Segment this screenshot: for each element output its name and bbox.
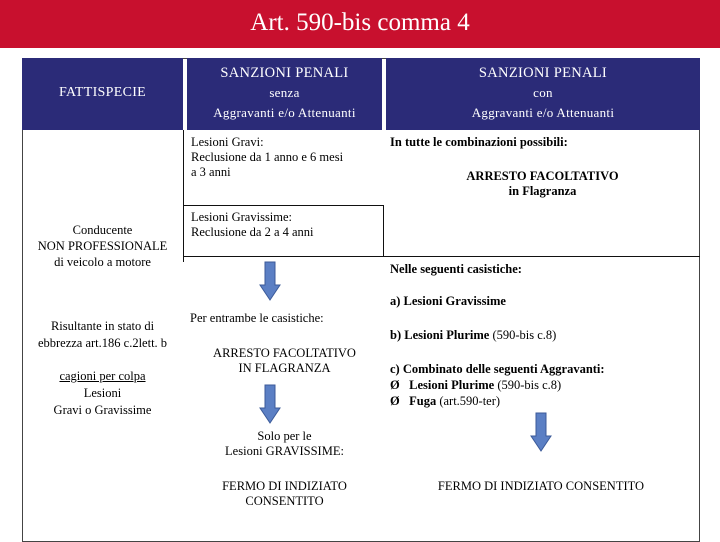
solo-block <box>187 429 382 459</box>
conducente-block <box>22 222 183 270</box>
con-arresto-line1: ARRESTO FACOLTATIVO <box>466 169 619 183</box>
item-c1-ref: (590-bis c.8) <box>494 378 562 392</box>
header-con <box>386 58 700 130</box>
solo-line1: Solo per le <box>257 429 312 443</box>
divider-col1 <box>183 130 184 262</box>
header-fattispecie <box>22 58 183 130</box>
gravi-line1: Reclusione da 1 anno e 6 mesi <box>191 150 344 164</box>
header-senza-line3: Aggravanti e/o Attenuanti <box>213 105 356 120</box>
senza-arresto-line2: IN FLAGRANZA <box>238 361 331 375</box>
senza-arresto-line1: ARRESTO FACOLTATIVO <box>213 346 356 360</box>
con-arresto-line2: in Flagranza <box>508 184 577 198</box>
senza-fermo-line1: FERMO DI INDIZIATO <box>222 479 347 493</box>
header-con-line3: Aggravanti e/o Attenuanti <box>471 105 615 120</box>
header-senza <box>187 58 382 130</box>
conducente-line3: di veicolo a motore <box>54 255 151 269</box>
header-senza-line2: senza <box>269 85 300 100</box>
gravi-title: Lesioni Gravi: <box>191 135 264 149</box>
con-fermo-label: FERMO DI INDIZIATO CONSENTITO <box>437 479 645 493</box>
senza-fermo-line2: CONSENTITO <box>245 494 324 508</box>
item-b-ref: (590-bis c.8) <box>489 328 557 342</box>
risultante-line2: ebbrezza art.186 c.2lett. b <box>37 336 168 350</box>
item-c1-label: Lesioni Plurime <box>409 378 495 392</box>
seguenti-label: Nelle seguenti casistiche: <box>390 262 522 276</box>
risultante-line1: Risultante in stato di <box>50 319 155 333</box>
divider-col2 <box>383 205 384 257</box>
item-c-block <box>390 361 695 409</box>
senza-fermo-block <box>187 479 382 509</box>
gravissime-line1: Reclusione da 2 a 4 anni <box>191 225 314 239</box>
item-c2-ref: (art.590-ter) <box>436 394 501 408</box>
cagioni-link[interactable]: cagioni per colpa <box>59 369 146 383</box>
item-a: a) Lesioni Gravissime <box>390 294 506 308</box>
arrow-down-icon <box>259 261 281 301</box>
divider-main <box>183 256 700 257</box>
item-b <box>390 328 695 343</box>
gravissime-block <box>191 210 381 240</box>
header-con-line2: con <box>533 85 553 100</box>
gravissime-title: Lesioni Gravissime: <box>191 210 293 224</box>
arrow-down-icon <box>530 412 552 452</box>
arrow-down-icon <box>259 384 281 424</box>
lesioni-line1: Lesioni <box>83 386 122 400</box>
conducente-line1: Conducente <box>72 223 133 237</box>
gravi-block <box>191 135 381 180</box>
page-title: Art. 590-bis comma 4 <box>250 9 470 36</box>
bullet-arrow-icon: Ø <box>390 378 400 392</box>
gravi-line2: a 3 anni <box>191 165 231 179</box>
bullet-arrow-icon: Ø <box>390 394 400 408</box>
conducente-line2: NON PROFESSIONALE <box>37 239 168 253</box>
solo-line2: Lesioni GRAVISSIME: <box>225 444 344 458</box>
cagioni-block <box>22 368 183 419</box>
senza-arresto-block <box>187 346 382 376</box>
item-b-label: b) Lesioni Plurime <box>390 328 490 342</box>
item-c-label: c) Combinato delle seguenti Aggravanti: <box>390 362 605 376</box>
con-arresto-block <box>390 169 695 199</box>
header-con-line1: SANZIONI PENALI <box>478 65 608 81</box>
risultante-block <box>22 318 183 352</box>
lesioni-line2: Gravi o Gravissime <box>53 403 152 417</box>
divider-gravi <box>183 205 383 206</box>
item-c2-label: Fuga <box>409 394 437 408</box>
entrambe-label: Per entrambe le casistiche: <box>190 311 324 325</box>
header-fattispecie-label: FATTISPECIE <box>58 85 147 100</box>
combinazioni-label: In tutte le combinazioni possibili: <box>390 135 568 149</box>
header-senza-line1: SANZIONI PENALI <box>220 65 349 81</box>
